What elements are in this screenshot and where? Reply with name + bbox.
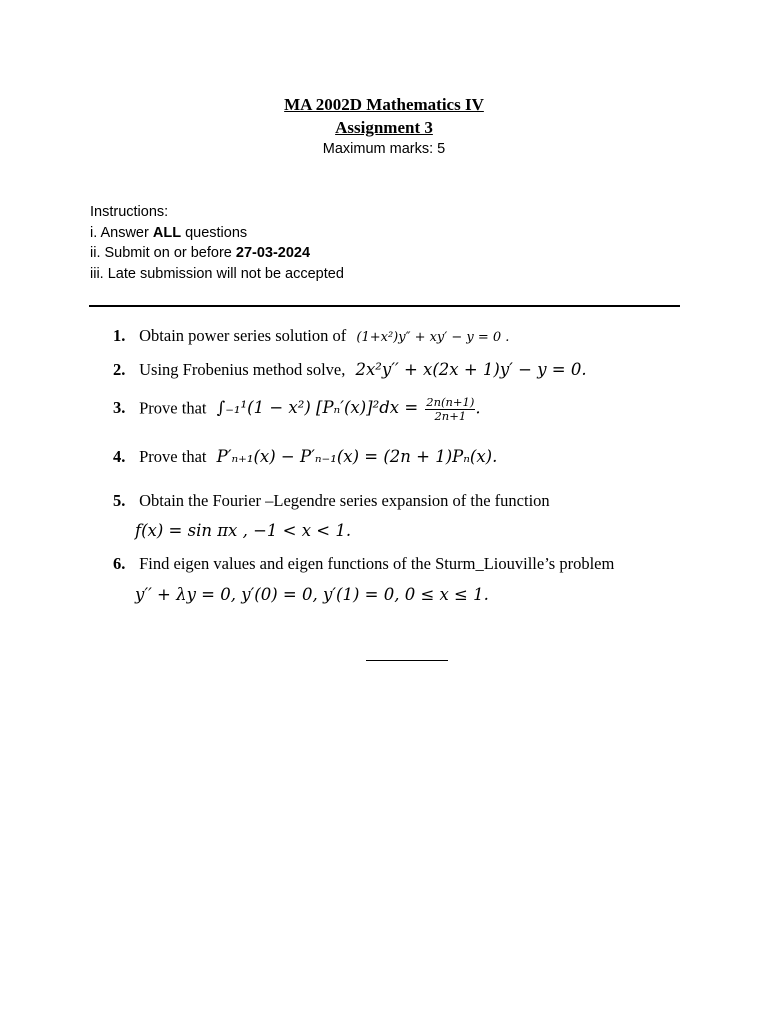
end-line: [366, 660, 448, 661]
question-text: Obtain power series solution of: [139, 326, 347, 345]
instruction-item: ii. Submit on or before 27-03-2024: [90, 245, 311, 262]
question-text: Using Frobenius method solve,: [139, 360, 346, 379]
question-equation: P′ₙ₊₁(x) − P′ₙ₋₁(x) = (2n + 1)Pₙ(x).: [216, 447, 498, 466]
instructions-heading: Instructions:: [90, 204, 169, 220]
question-4: [113, 447, 497, 467]
fraction-denominator: 2n+1: [434, 409, 467, 423]
question-number: 5.: [113, 491, 126, 510]
max-marks: Maximum marks: 5: [322, 141, 446, 157]
instructions-block: [90, 202, 344, 284]
question-5: [113, 491, 550, 511]
question-number: 2.: [113, 360, 126, 379]
question-6-equation: y′′ + λy = 0, y′(0) = 0, y′(1) = 0, 0 ≤ x ≤ 1.: [135, 585, 489, 604]
question-equation: 2x²y′′ + x(2x + 1)y′ − y = 0.: [355, 360, 587, 379]
question-text: Prove that: [139, 398, 207, 418]
question-5-equation: f(x) = sin πx , −1 < x < 1.: [135, 521, 352, 540]
instruction-item: iii. Late submission will not be accepted: [90, 265, 344, 282]
question-number: 6.: [113, 554, 126, 573]
question-1: [113, 326, 509, 346]
assignment-title: Assignment 3: [335, 118, 433, 137]
question-text: Prove that: [139, 447, 207, 466]
fraction-numerator: 2n(n+1): [426, 395, 475, 409]
question-3: [113, 396, 481, 423]
question-fraction: [425, 396, 475, 423]
course-title: MA 2002D Mathematics IV: [284, 95, 484, 114]
question-2: [113, 360, 587, 380]
question-equation-right: .: [475, 398, 481, 418]
instruction-item: i. Answer ALL questions: [90, 224, 248, 241]
question-6: [113, 554, 614, 574]
section-divider: [89, 305, 680, 307]
question-equation: (1+x²)y″ + xy′ − y = 0 .: [356, 330, 510, 345]
question-number: 4.: [113, 447, 126, 466]
question-text: Obtain the Fourier –Legendre series expansion of the function: [139, 491, 550, 510]
question-number: 1.: [113, 326, 126, 345]
question-number: 3.: [113, 398, 126, 418]
question-equation-left: ∫₋₁¹(1 − x²) [Pₙ′(x)]²dx =: [216, 398, 419, 418]
question-text: Find eigen values and eigen functions of the Sturm_Liouville’s problem: [139, 554, 615, 573]
